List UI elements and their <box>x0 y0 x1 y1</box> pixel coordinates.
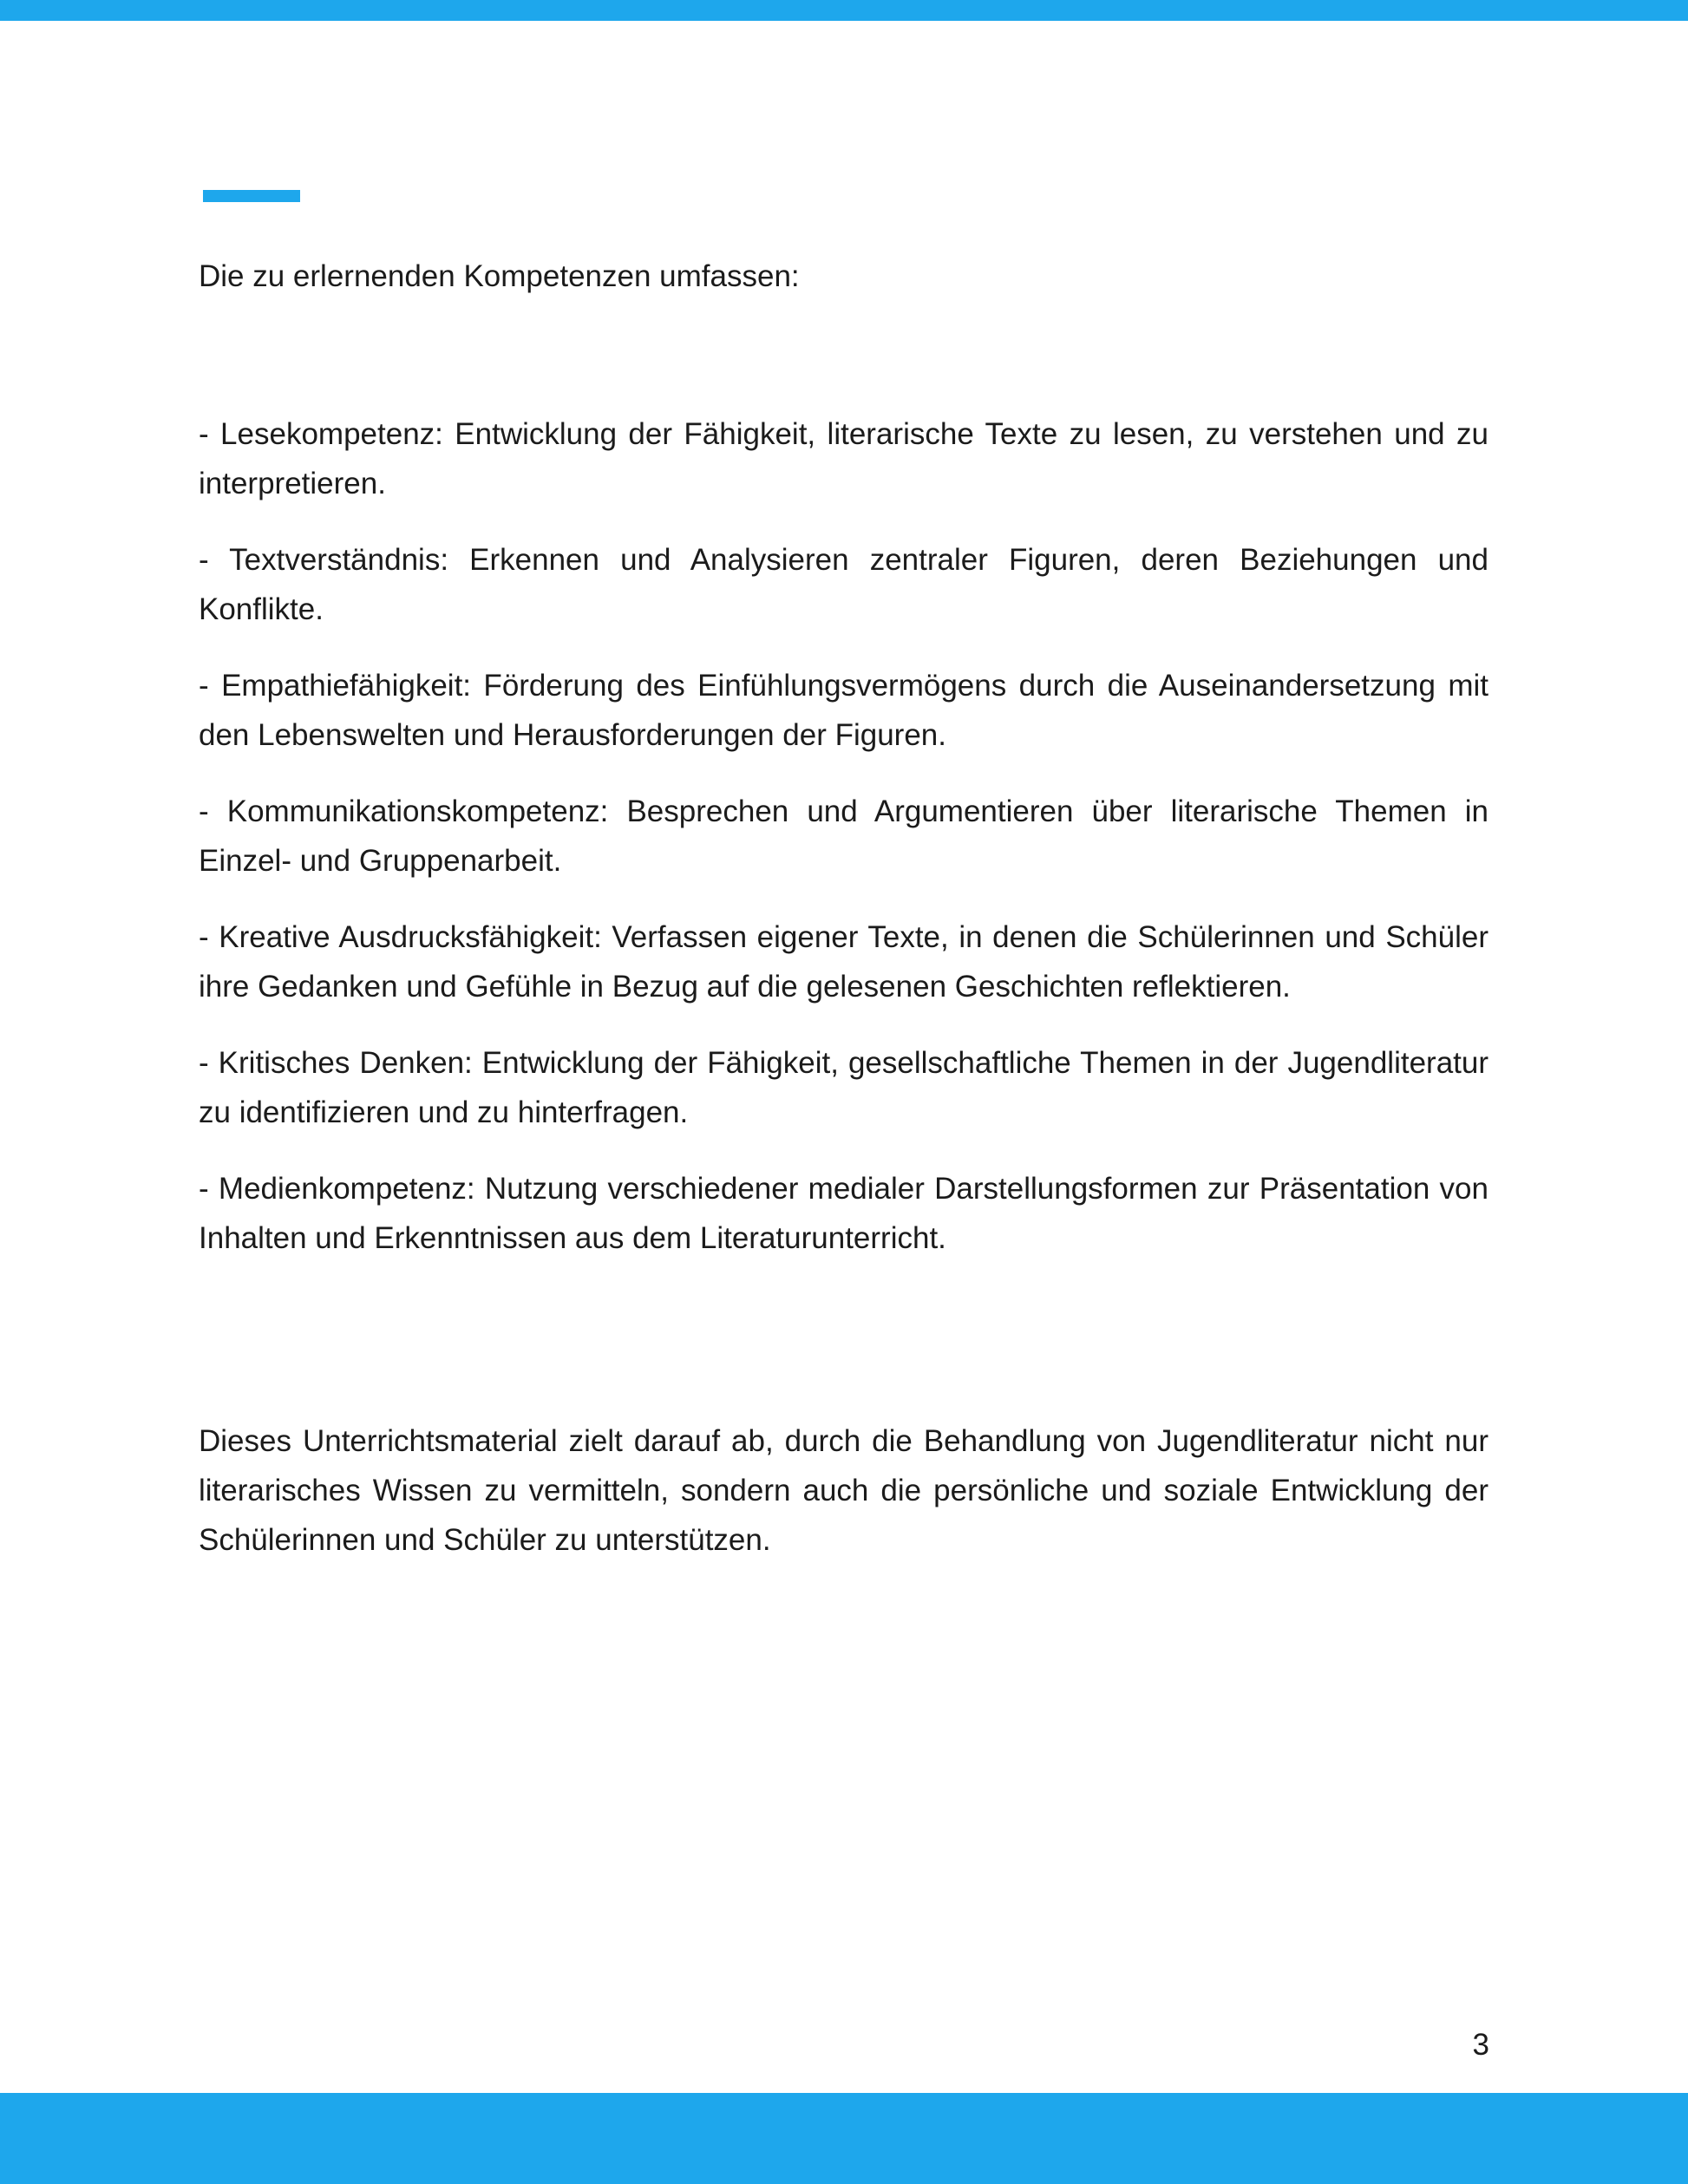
section-accent-bar <box>203 190 300 202</box>
competency-item-textverstaendnis: - Textverständnis: Erkennen und Analysieren zentraler Figuren, deren Beziehungen und Konflikte. <box>199 543 1488 626</box>
competency-item-empathiefaehigkeit: - Empathiefähigkeit: Förderung des Einfühlungsvermögens durch die Auseinandersetzung mit den Lebenswelten und Herausforderungen der Figuren. <box>199 669 1488 752</box>
top-accent-band <box>0 0 1688 21</box>
page-content <box>199 252 1488 1557</box>
competency-item-medienkompetenz: - Medienkompetenz: Nutzung verschiedener medialer Darstellungsformen zur Präsentation von Inhalten und Erkenntnissen aus dem Literaturunterricht. <box>199 1172 1488 1255</box>
competency-list <box>199 409 1488 1290</box>
competency-item-lesekompetenz: - Lesekompetenz: Entwicklung der Fähigkeit, literarische Texte zu lesen, zu verstehen und zu interpretieren. <box>199 417 1488 500</box>
competency-item-kommunikationskompetenz: - Kommunikationskompetenz: Besprechen und Argumentieren über literarische Themen in Einzel- und Gruppenarbeit. <box>199 794 1488 878</box>
page-number: 3 <box>1472 2028 1489 2062</box>
intro-paragraph: Die zu erlernenden Kompetenzen umfassen: <box>199 259 800 293</box>
competency-item-kreative-ausdrucksfaehigkeit: - Kreative Ausdrucksfähigkeit: Verfassen eigener Texte, in denen die Schülerinnen und Schüler ihre Gedanken und Gefühle in Bezug auf die gelesenen Geschichten reflektieren. <box>199 920 1488 1004</box>
bottom-accent-band <box>0 2093 1688 2184</box>
closing-paragraph: Dieses Unterrichtsmaterial zielt darauf ab, durch die Behandlung von Jugendliteratur nicht nur literarisches Wissen zu vermitteln, sondern auch die persönliche und soziale Entwicklung der Schülerinnen und Schüler zu unterstützen. <box>199 1424 1488 1557</box>
competency-item-kritisches-denken: - Kritisches Denken: Entwicklung der Fähigkeit, gesellschaftliche Themen in der Jugendliteratur zu identifizieren und zu hinterfragen. <box>199 1046 1488 1129</box>
